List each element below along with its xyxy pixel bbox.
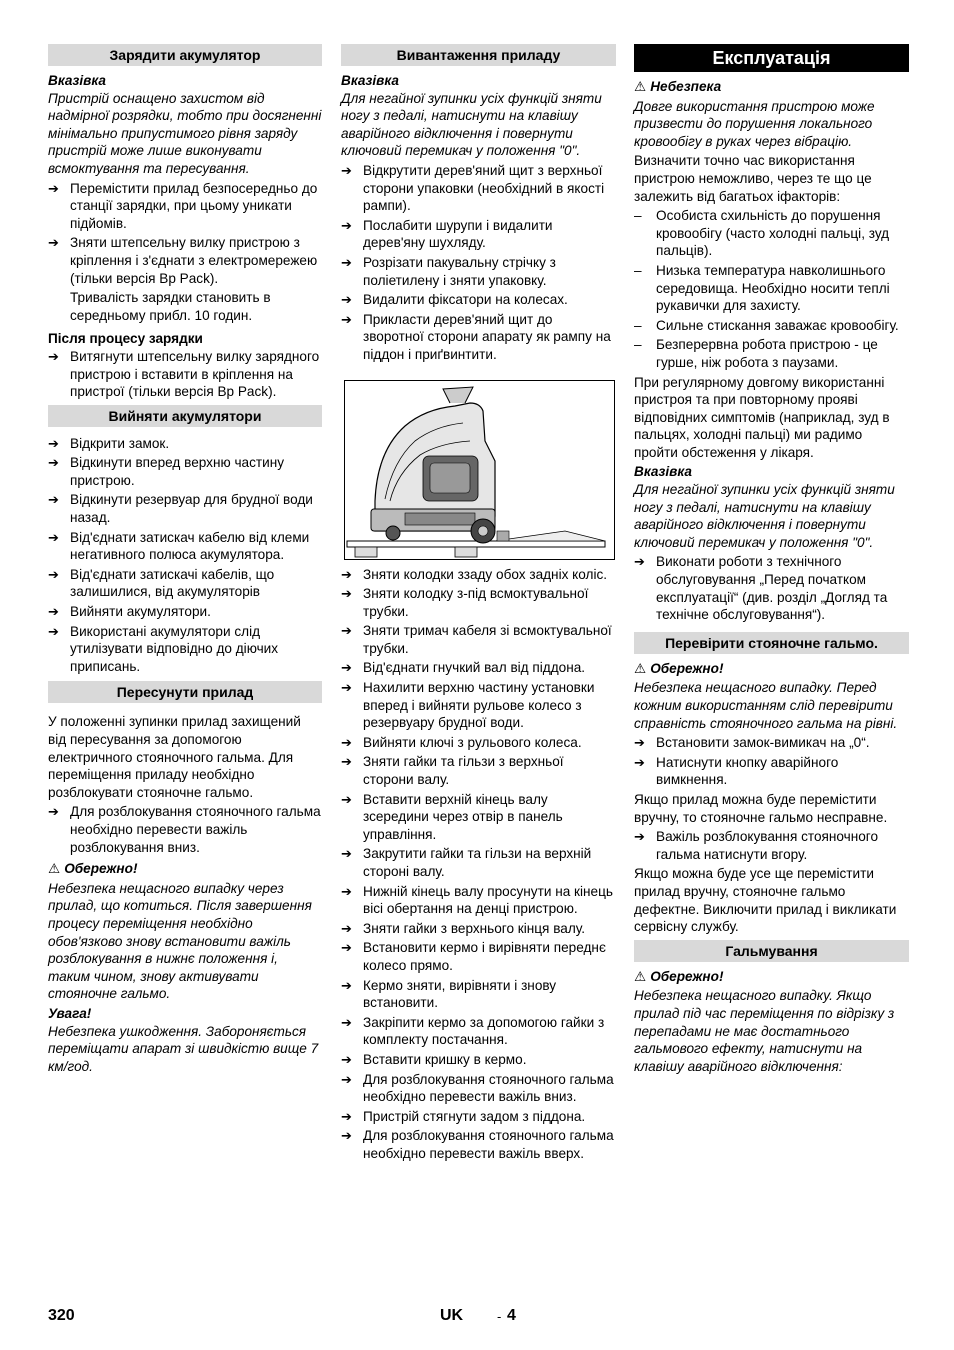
step-item: ➔ Зняти колодки ззаду обох задніх коліс. [341,566,616,584]
caution-text: Небезпека нещасного випадку через прилад, що котиться. Після завершення процесу переміщення необхідно обов'язково знову встановити важіль розблокування в нижнє положення і, таким чином, знову активувати стояночне гальмо. [48,880,312,1002]
step-item: ➔ Від'єднати затискачі кабелів, що залишилися, від акумуляторів [48,566,322,601]
step-item: ➔ Нижній кінець валу просунути на кінець вісі обертання на денці пристрою. [341,883,616,918]
caution-label: ⚠ Обережно! [634,968,724,984]
machine-illustration [344,380,615,560]
section-number: 4 [507,1307,516,1324]
attention-label: Увага! [48,1005,92,1021]
intro-text: Визначити точно час використання пристрою неможливо, через те що це залежить від багатьох іфакторів: [634,153,872,204]
factor-item: – Низька температура навколишнього середовища. Необхідно носити теплі рукавички для захисту. [634,262,909,315]
warning-icon: ⚠ [48,861,61,877]
factor-item: – Безперервна робота пристрою - це гурше, ніж робота з паузами. [634,336,909,371]
regular-use-text: При регулярному довгому використанні пристроя та при повторному прояві відповідних симптомів (наприклад, зуд в пальцях, холодні пальці) ми радимо пройти обстеження у лікаря. [634,374,890,460]
step-item: ➔ Зняти колодку з-під всмоктувальної трубки. [341,585,616,620]
after-charge-label: Після процесу зарядки [48,331,203,347]
step-item: ➔ Витягнути штепсельну вилку зарядного пристрою і вставити в кріплення на пристрої (тільки версія Bp Pack). [48,348,322,401]
section-heading-charge: Зарядити акумулятор [48,44,322,66]
step-item: ➔ Від'єднати гнучкий вал від піддона. [341,659,616,677]
step-item: ➔ Зняти тримач кабеля зі всмоктувальної трубки. [341,622,616,657]
section-heading-unload: Вивантаження приладу [341,44,616,66]
step-item: ➔ Використані акумулятори слід утилізувати відповідно до діючих приписань. [48,623,322,676]
section-heading-braking: Гальмування [634,940,909,962]
caution-text: Небезпека нещасного випадку. Якщо прилад під час переміщення по відрізку з перепадами не має достатнього гальмового ефекту, натиснути на клавішу аварійного відключення: [634,988,895,1074]
note-text: Для негайної зупинки усіх функцій зняти ногу з педалі, натиснути на клавішу аварійного відключення і повернути ключовий перемикач у положення "0". [634,482,895,550]
danger-text: Довге використання пристрою може призвести до порушення локального кровообігу в руках через вібрацію. [634,98,875,149]
step-item: ➔ Зняти штепсельну вилку пристрою з кріплення і з'єднати з електромережею (тільки версія Bp Pack). [48,234,322,287]
note-label: Вказівка [634,464,692,480]
step-item: ➔ Зняти гайки та гільзи з верхньої сторони валу. [341,753,616,788]
step-item: ➔ Кермо зняти, вирівняти і знову встановити. [341,977,616,1012]
warning-icon: ⚠ [634,968,647,984]
attention-text: Небезпека ушкодження. Забороняється переміщати апарат зі швидкістю вище 7 км/год. [48,1023,319,1074]
chapter-heading-operation: Експлуатація [634,44,909,72]
step-item: ➔ Встановити кермо і вирівняти переднє колесо прямо. [341,939,616,974]
step-item: ➔ Послабити шурупи і видалити дерев'яну шухляду. [341,217,616,252]
step-item: ➔ Виконати роботи з технічного обслуговування „Перед початком експлуатації“ (див. розділ „Догляд та технічне обслуговування“). [634,553,909,623]
scrubber-drawing-icon [345,381,614,559]
step-item: ➔ Вийняти ключі з рульового колеса. [341,734,616,752]
language-code: UK [440,1307,464,1324]
step-item: ➔ Відкинути вперед верхню частину пристрою. [48,454,322,489]
caution-label: ⚠ Обережно! [634,660,724,676]
factor-item: – Сильне стискання заважає кровообігу. [634,317,909,335]
caution-label: ⚠ Обережно! [48,861,138,877]
move-text: У положенні зупинки прилад захищений від пересування за допомогою електричного стояночного гальма. Для переміщення приладу необхідно розблокувати стояночне гальмо. [48,714,301,800]
step-item: ➔ Вийняти акумулятори. [48,603,322,621]
step-item: ➔ Від'єднати затискач кабелю від клеми негативного полюса акумулятора. [48,529,322,564]
charge-duration: Тривалість зарядки становить в середньому прибл. 10 годин. [70,290,271,323]
footer-separator: - [497,1309,502,1324]
note-label: Вказівка [48,73,106,88]
step-item: ➔ Натиснути кнопку аварійного вимкнення. [634,754,909,789]
step-item: ➔ Встановити замок-вимикач на „0“. [634,734,909,752]
step-item: ➔ Розрізати пакувальну стрічку з поліетилену і зняти упаковку. [341,254,616,289]
parking-text: Якщо прилад можна буде перемістити вручну, то стояночне гальмо несправне. [634,791,888,825]
step-item: ➔ Вставити верхній кінець валу зсередини через отвір в панель управління. [341,791,616,844]
step-item: ➔ Закріпити кермо за допомогою гайки з комплекту постачання. [341,1014,616,1049]
step-item: ➔ Відкрутити дерев'яний щит з верхньої сторони упаковки (необхідний в якості рампи). [341,162,616,215]
section-heading-move: Пересунути прилад [48,681,322,703]
caution-text: Небезпека нещасного випадку. Перед кожним використанням слід перевірити справність стояночного гальма на рівні. [634,680,898,731]
step-item: ➔ Вставити кришку в кермо. [341,1051,616,1069]
step-item: ➔ Нахилити верхню частину установки вперед і вийняти рульове колесо з резервуару брудної води. [341,679,616,732]
factor-item: – Особиста схильність до порушення кровообігу (часто холодні пальці, зуд пальців). [634,207,909,260]
column-middle [341,44,616,1165]
step-item: ➔ Закрутити гайки та гільзи на верхній стороні валу. [341,845,616,880]
section-heading-parking-brake: Перевірити стояночне гальмо. [634,632,909,654]
step-item: ➔ Відкинути резервуар для брудної води назад. [48,491,322,526]
step-item: ➔ Пристрій стягнути задом з піддона. [341,1108,616,1126]
step-item: ➔ Перемістити прилад безпосередньо до станції зарядки, при цьому уникати підйомів. [48,180,322,233]
step-item: ➔ Відкрити замок. [48,435,322,453]
step-item: ➔ Прикласти дерев'яний щит до зворотної сторони апарату як рампу на піддон і приґвинтити. [341,311,616,364]
step-item: ➔ Зняти гайки з верхнього кінця валу. [341,920,616,938]
column-right [634,44,909,1077]
page-number: 320 [48,1307,75,1324]
warning-icon: ⚠ [634,79,647,94]
section-heading-remove: Вийняти акумулятори [48,405,322,427]
warning-icon: ⚠ [634,660,647,676]
step-item: ➔ Видалити фіксатори на колесах. [341,291,616,309]
step-item: ➔ Важіль розблокування стояночного гальма натиснути вгору. [634,828,909,863]
parking-text: Якщо можна буде усе ще перемістити прилад вручну, стояночне гальмо дефектне. Виключити прилад і викликати сервісну службу. [634,866,897,935]
danger-label: ⚠ Небезпека [634,79,722,94]
note-text: Пристрій оснащено захистом від надмірної розрядки, тобто при досягненні мінімально припустимого рівня заряду пристрій може лише виконувати всмоктування та пересування. [48,90,322,176]
step-item: ➔ Для розблокування стояночного гальма необхідно перевести важіль вверх. [341,1127,616,1162]
step-item: ➔ Для розблокування стояночного гальма необхідно перевести важіль розблокування вниз. [48,803,322,856]
column-left [48,44,322,1077]
note-label: Вказівка [341,73,399,88]
step-item: ➔ Для розблокування стояночного гальма необхідно перевести важіль вниз. [341,1071,616,1106]
note-text: Для негайної зупинки усіх функцій зняти ногу з педалі, натиснути на клавішу аварійного відключення і повернути ключовий перемикач у положення "0". [341,90,602,159]
